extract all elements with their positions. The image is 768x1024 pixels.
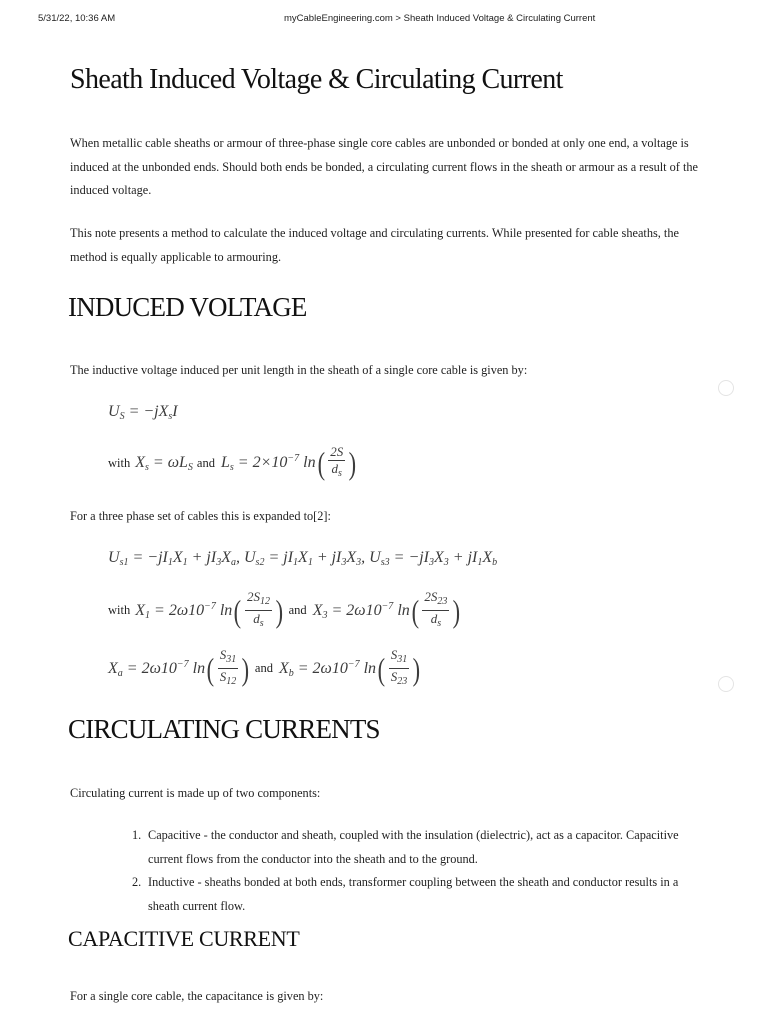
- induced-voltage-heading: INDUCED VOLTAGE: [68, 292, 307, 322]
- list-item-text: Capacitive - the conductor and sheath, coupled with the insulation (dielectric), act as a capacitor. Capacitive current flows from the conductor into the sheath and to the ground.: [148, 828, 679, 866]
- list-item: [132, 871, 692, 918]
- print-datetime: 5/31/22, 10:36 AM: [38, 13, 116, 24]
- list-item-number: 2.: [132, 875, 142, 889]
- intro-paragraph-2: This note presents a method to calculate the induced voltage and circulating currents. While presented for cable sheaths, the method is equally applicable to armouring.: [70, 226, 679, 264]
- equation-x1-x3: with $X_1 = 2\omega 10^{-7}$ ln ( $\frac{2S_{12}}{d_s}$ ) and $X_3 = 2\omega 10^{-7}$ ln ( $\frac{2S_{23}}{d_s}$ ): [108, 589, 461, 629]
- and-label-2: and: [288, 603, 307, 617]
- capacitive-current-heading: CAPACITIVE CURRENT: [68, 926, 300, 951]
- equation-sheath-voltage: $U_S = -jX_sI$: [108, 403, 178, 422]
- print-page-location: myCableEngineering.com > Sheath Induced Voltage & Circulating Current: [284, 13, 596, 24]
- with-label: with: [108, 455, 131, 470]
- equation-sheath-reactance: with $X_s = \omega L_S$ and $L_s = 2\times 10^{-7}$ ln ( $\frac{2S}{d_s}$ ): [108, 444, 357, 481]
- equation-three-phase-voltages: $U_{s1} = -jI_1X_1 + jI_3X_a$, $U_{s2} = jI_1X_1 + jI_3X_3$, $U_{s3} = -jI_3X_3 + jI_1X_b$: [108, 549, 498, 568]
- intro-paragraph-1: When metallic cable sheaths or armour of three-phase single core cables are unbonded or bonded at only one end, a voltage is induced at the unbonded ends. Should both ends be bonded, a circulating current flows in the sheath or armour as a result of the induced voltage.: [70, 136, 698, 197]
- with-label-2: with: [108, 603, 131, 617]
- list-item: [132, 824, 692, 871]
- list-item-text: Inductive - sheaths bonded at both ends, transformer coupling between the sheath and conductor results in a sheath current flow.: [148, 875, 679, 913]
- three-phase-text: For a three phase set of cables this is expanded to[2]:: [70, 509, 331, 523]
- print-header: [0, 13, 768, 27]
- page-title: Sheath Induced Voltage & Circulating Current: [70, 64, 563, 95]
- circulating-currents-heading: CIRCULATING CURRENTS: [68, 714, 380, 744]
- page-marker-circle: [718, 380, 734, 396]
- circulating-currents-intro: Circulating current is made up of two components:: [70, 786, 321, 800]
- and-label: and: [196, 455, 215, 470]
- and-label-3: and: [254, 661, 273, 675]
- current-components-list: [132, 824, 692, 918]
- list-item-number: 1.: [132, 828, 142, 842]
- capacitive-current-text: For a single core cable, the capacitance is given by:: [70, 989, 324, 1003]
- page-marker-circle: [718, 676, 734, 692]
- equation-xa-xb: $X_a = 2\omega 10^{-7}$ ln ( $\frac{S_{31}}{S_{12}}$ ) and $X_b = 2\omega 10^{-7}$ ln ( $\frac{S_{31}}{S_{23}}$ ): [108, 647, 421, 687]
- induced-voltage-text: The inductive voltage induced per unit length in the sheath of a single core cable is given by:: [70, 363, 528, 377]
